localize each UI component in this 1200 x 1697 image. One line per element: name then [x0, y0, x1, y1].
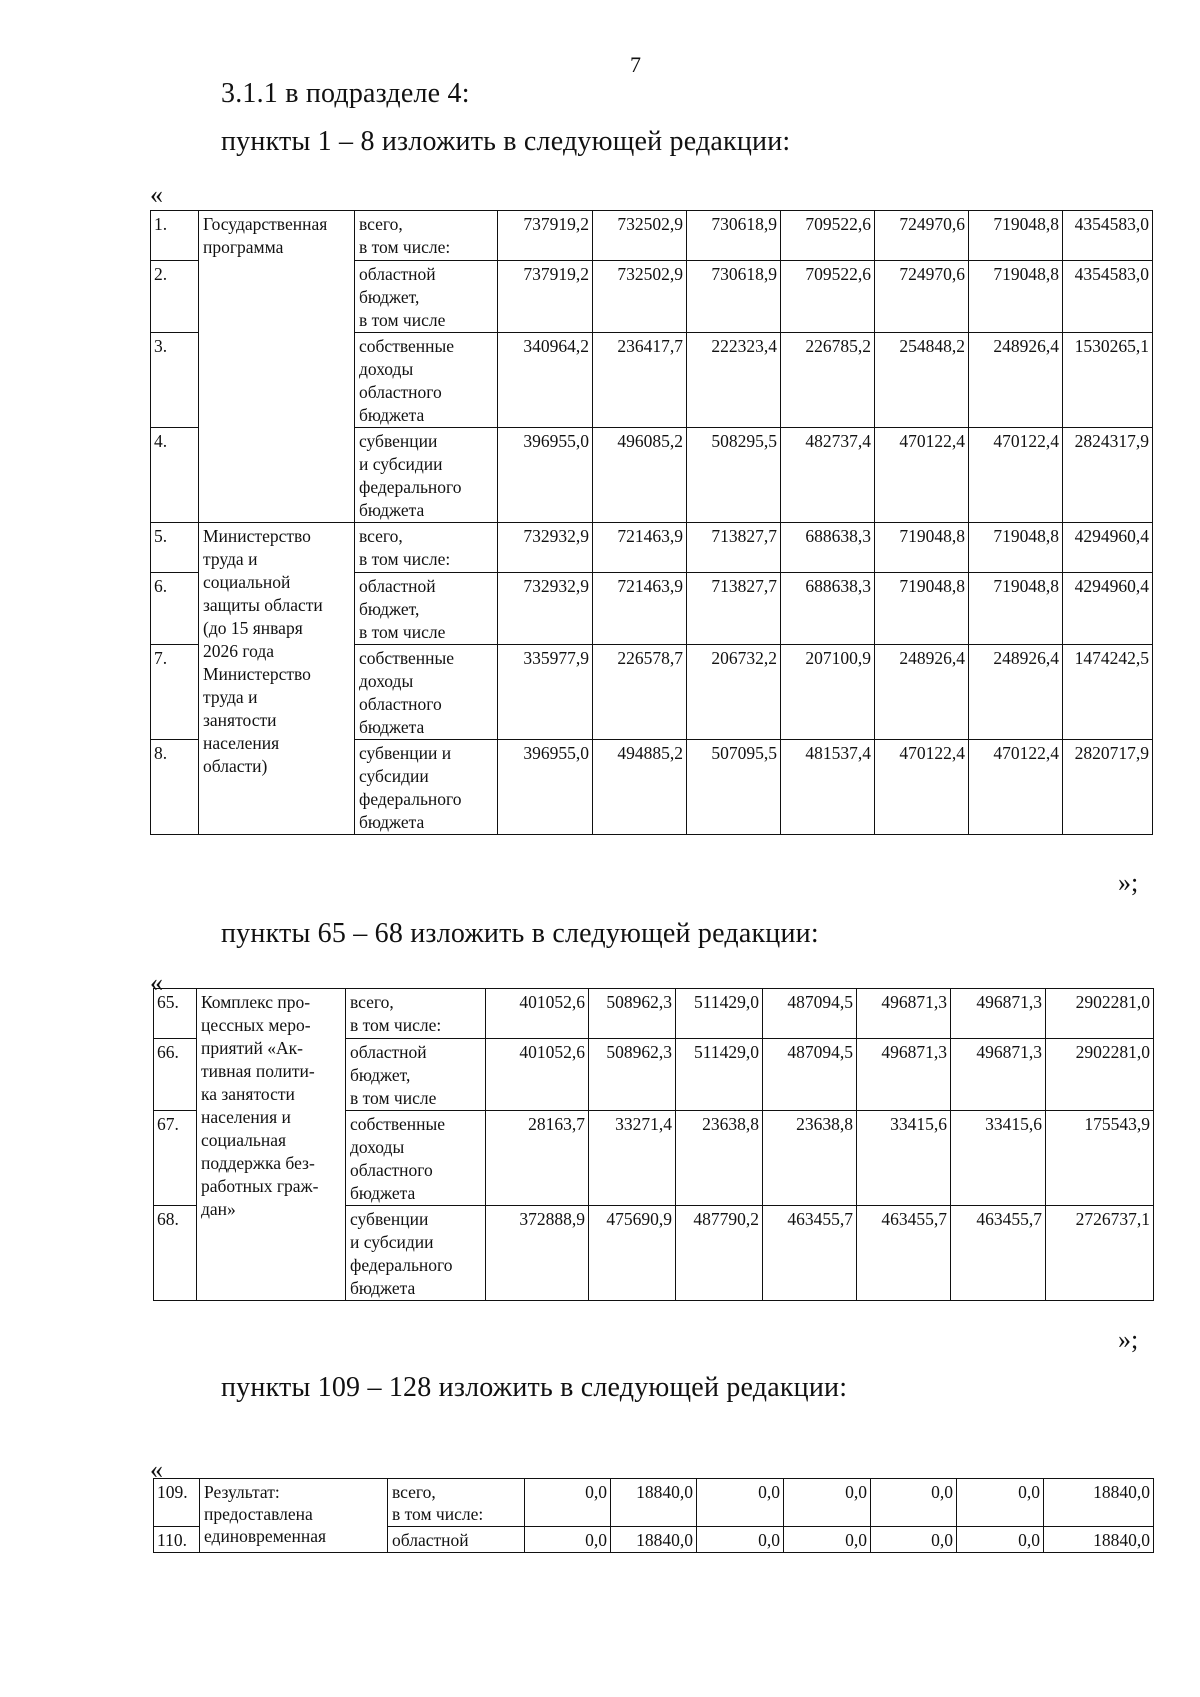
value-cell: 372888,9 [486, 1206, 589, 1301]
row-number: 8. [151, 740, 199, 835]
value-cell: 463455,7 [763, 1206, 857, 1301]
row-number: 5. [151, 523, 199, 573]
block1-open-quote: « [150, 180, 163, 209]
value-cell: 496871,3 [951, 989, 1046, 1039]
funding-source-cell: всего, в том числе: [346, 989, 486, 1039]
value-cell: 236417,7 [593, 333, 687, 428]
value-cell: 4294960,4 [1063, 573, 1153, 645]
value-cell: 688638,3 [781, 523, 875, 573]
funding-source-cell: субвенции и субсидии федерального бюджета [346, 1206, 486, 1301]
value-cell: 508295,5 [687, 428, 781, 523]
block2-close-quote: »; [1118, 1325, 1139, 1354]
value-cell: 713827,7 [687, 523, 781, 573]
value-cell: 496871,3 [857, 989, 951, 1039]
value-cell: 248926,4 [875, 645, 969, 740]
value-cell: 721463,9 [593, 573, 687, 645]
value-cell: 0,0 [871, 1479, 957, 1527]
value-cell: 470122,4 [875, 428, 969, 523]
row-number: 3. [151, 333, 199, 428]
value-cell: 511429,0 [676, 989, 763, 1039]
section-heading: 3.1.1 в подразделе 4: [221, 78, 470, 109]
value-cell: 487094,5 [763, 1039, 857, 1111]
result-name-cell: Результат: предоставлена единовременная [200, 1479, 388, 1553]
value-cell: 732932,9 [498, 573, 593, 645]
value-cell: 508962,3 [589, 989, 676, 1039]
block1-heading: пункты 1 – 8 изложить в следующей редакции: [221, 126, 791, 157]
value-cell: 33271,4 [589, 1111, 676, 1206]
value-cell: 2820717,9 [1063, 740, 1153, 835]
value-cell: 248926,4 [969, 645, 1063, 740]
row-number: 7. [151, 645, 199, 740]
value-cell: 719048,8 [969, 573, 1063, 645]
funding-source-cell: областной бюджет, в том числе [346, 1039, 486, 1111]
table-row [154, 989, 1154, 1039]
block3-table [153, 1478, 1154, 1553]
value-cell: 0,0 [957, 1527, 1044, 1553]
value-cell: 4294960,4 [1063, 523, 1153, 573]
program-name-cell: Государственная программа [199, 211, 355, 523]
row-number: 66. [154, 1039, 197, 1111]
row-number: 1. [151, 211, 199, 261]
value-cell: 470122,4 [969, 428, 1063, 523]
table-row [151, 211, 1153, 261]
value-cell: 2902281,0 [1046, 989, 1154, 1039]
funding-source-cell: субвенции и субсидии федерального бюджета [355, 740, 498, 835]
table-row [154, 1479, 1154, 1527]
value-cell: 2726737,1 [1046, 1206, 1154, 1301]
funding-source-cell: всего, в том числе: [388, 1479, 525, 1527]
row-number: 67. [154, 1111, 197, 1206]
value-cell: 28163,7 [486, 1111, 589, 1206]
funding-source-cell: областной [388, 1527, 525, 1553]
value-cell: 463455,7 [857, 1206, 951, 1301]
funding-source-cell: всего, в том числе: [355, 211, 498, 261]
row-number: 6. [151, 573, 199, 645]
value-cell: 401052,6 [486, 989, 589, 1039]
block2-table [153, 988, 1154, 1301]
value-cell: 0,0 [697, 1527, 784, 1553]
value-cell: 730618,9 [687, 211, 781, 261]
value-cell: 481537,4 [781, 740, 875, 835]
funding-source-cell: областной бюджет, в том числе [355, 573, 498, 645]
value-cell: 23638,8 [763, 1111, 857, 1206]
value-cell: 737919,2 [498, 261, 593, 333]
value-cell: 732932,9 [498, 523, 593, 573]
block3-open-quote: « [150, 1455, 163, 1484]
value-cell: 206732,2 [687, 645, 781, 740]
value-cell: 688638,3 [781, 573, 875, 645]
block2-open-quote: « [150, 968, 163, 997]
value-cell: 496085,2 [593, 428, 687, 523]
value-cell: 248926,4 [969, 333, 1063, 428]
value-cell: 254848,2 [875, 333, 969, 428]
value-cell: 18840,0 [1044, 1479, 1154, 1527]
value-cell: 719048,8 [969, 211, 1063, 261]
value-cell: 507095,5 [687, 740, 781, 835]
value-cell: 396955,0 [498, 428, 593, 523]
funding-source-cell: субвенции и субсидии федерального бюджета [355, 428, 498, 523]
value-cell: 401052,6 [486, 1039, 589, 1111]
value-cell: 724970,6 [875, 261, 969, 333]
value-cell: 226578,7 [593, 645, 687, 740]
value-cell: 222323,4 [687, 333, 781, 428]
block2-heading: пункты 65 – 68 изложить в следующей редакции: [221, 918, 819, 949]
value-cell: 721463,9 [593, 523, 687, 573]
value-cell: 33415,6 [951, 1111, 1046, 1206]
value-cell: 0,0 [525, 1527, 611, 1553]
row-number: 4. [151, 428, 199, 523]
value-cell: 463455,7 [951, 1206, 1046, 1301]
value-cell: 719048,8 [875, 573, 969, 645]
value-cell: 487790,2 [676, 1206, 763, 1301]
value-cell: 0,0 [957, 1479, 1044, 1527]
value-cell: 719048,8 [875, 523, 969, 573]
block1-table [150, 210, 1153, 835]
value-cell: 0,0 [525, 1479, 611, 1527]
value-cell: 496871,3 [951, 1039, 1046, 1111]
value-cell: 4354583,0 [1063, 261, 1153, 333]
funding-source-cell: собственные доходы областного бюджета [346, 1111, 486, 1206]
value-cell: 496871,3 [857, 1039, 951, 1111]
value-cell: 0,0 [784, 1479, 871, 1527]
program-name-cell: Министерство труда и социальной защиты области (до 15 января 2026 года Министерство труда и занятости населения области) [199, 523, 355, 835]
value-cell: 175543,9 [1046, 1111, 1154, 1206]
value-cell: 226785,2 [781, 333, 875, 428]
funding-source-cell: всего, в том числе: [355, 523, 498, 573]
table-row [151, 523, 1153, 573]
row-number: 68. [154, 1206, 197, 1301]
value-cell: 713827,7 [687, 573, 781, 645]
funding-source-cell: собственные доходы областного бюджета [355, 333, 498, 428]
complex-name-cell: Комплекс про- цессных меро- приятий «Ак- тивная полити- ка занятости населения и социальная поддержка без- работных граж- дан» [197, 989, 346, 1301]
page-number: 7 [630, 52, 641, 77]
value-cell: 0,0 [697, 1479, 784, 1527]
value-cell: 475690,9 [589, 1206, 676, 1301]
value-cell: 2902281,0 [1046, 1039, 1154, 1111]
value-cell: 719048,8 [969, 523, 1063, 573]
value-cell: 511429,0 [676, 1039, 763, 1111]
value-cell: 470122,4 [969, 740, 1063, 835]
value-cell: 18840,0 [1044, 1527, 1154, 1553]
block1-close-quote: »; [1118, 868, 1139, 897]
value-cell: 396955,0 [498, 740, 593, 835]
value-cell: 494885,2 [593, 740, 687, 835]
value-cell: 737919,2 [498, 211, 593, 261]
value-cell: 2824317,9 [1063, 428, 1153, 523]
value-cell: 33415,6 [857, 1111, 951, 1206]
value-cell: 18840,0 [611, 1479, 697, 1527]
row-number: 109. [154, 1479, 200, 1527]
value-cell: 730618,9 [687, 261, 781, 333]
funding-source-cell: областной бюджет, в том числе [355, 261, 498, 333]
row-number: 65. [154, 989, 197, 1039]
value-cell: 18840,0 [611, 1527, 697, 1553]
value-cell: 335977,9 [498, 645, 593, 740]
value-cell: 709522,6 [781, 261, 875, 333]
block3-heading: пункты 109 – 128 изложить в следующей редакции: [221, 1372, 848, 1403]
value-cell: 4354583,0 [1063, 211, 1153, 261]
value-cell: 1530265,1 [1063, 333, 1153, 428]
value-cell: 719048,8 [969, 261, 1063, 333]
row-number: 2. [151, 261, 199, 333]
value-cell: 23638,8 [676, 1111, 763, 1206]
value-cell: 340964,2 [498, 333, 593, 428]
value-cell: 724970,6 [875, 211, 969, 261]
value-cell: 0,0 [784, 1527, 871, 1553]
value-cell: 482737,4 [781, 428, 875, 523]
funding-source-cell: собственные доходы областного бюджета [355, 645, 498, 740]
value-cell: 487094,5 [763, 989, 857, 1039]
row-number: 110. [154, 1527, 200, 1553]
value-cell: 0,0 [871, 1527, 957, 1553]
value-cell: 732502,9 [593, 261, 687, 333]
value-cell: 1474242,5 [1063, 645, 1153, 740]
value-cell: 470122,4 [875, 740, 969, 835]
value-cell: 207100,9 [781, 645, 875, 740]
value-cell: 508962,3 [589, 1039, 676, 1111]
value-cell: 709522,6 [781, 211, 875, 261]
value-cell: 732502,9 [593, 211, 687, 261]
